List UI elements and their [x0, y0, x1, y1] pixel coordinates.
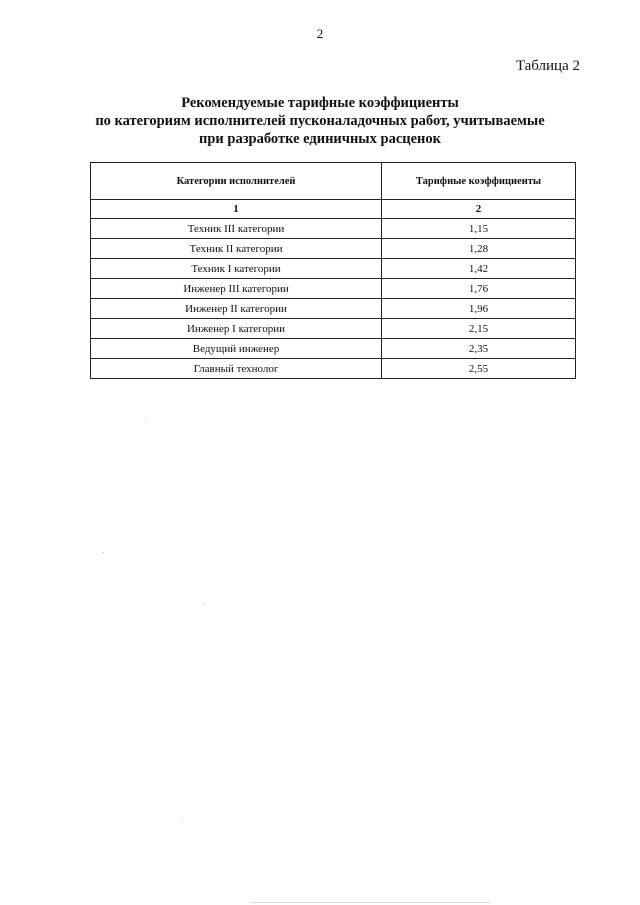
category-cell: Техник I категории [91, 259, 382, 279]
coefficient-cell: 2,35 [382, 339, 576, 359]
category-cell: Инженер I категории [91, 319, 382, 339]
header-category: Категории исполнителей [91, 163, 382, 200]
table-header-row [91, 163, 576, 200]
table-row [91, 279, 576, 299]
table-row [91, 259, 576, 279]
coefficient-cell: 1,76 [382, 279, 576, 299]
table-row [91, 239, 576, 259]
heading-line-2: по категориям исполнителей пусконаладочных работ, учитываемые [95, 113, 545, 129]
coefficient-cell: 2,55 [382, 359, 576, 379]
column-number-1: 1 [91, 200, 382, 219]
scan-speck [203, 604, 204, 605]
table-label: Таблица 2 [515, 58, 580, 74]
page-number: 2 [316, 26, 324, 41]
coefficient-cell: 1,42 [382, 259, 576, 279]
table-row [91, 219, 576, 239]
category-cell: Инженер III категории [91, 279, 382, 299]
table-row [91, 359, 576, 379]
column-number-2: 2 [382, 200, 576, 219]
scan-edge-line [250, 902, 490, 903]
category-cell: Инженер II категории [91, 299, 382, 319]
heading-line-1: Рекомендуемые тарифные коэффициенты [181, 95, 459, 111]
tariff-coefficients-table [90, 162, 576, 379]
category-cell: Ведущий инженер [91, 339, 382, 359]
coefficient-cell: 1,96 [382, 299, 576, 319]
scan-speck [103, 552, 104, 553]
coefficient-cell: 1,15 [382, 219, 576, 239]
table-heading [0, 94, 640, 148]
table-row [91, 299, 576, 319]
table-row [91, 319, 576, 339]
header-coefficient: Тарифные коэффициенты [382, 163, 576, 200]
category-cell: Главный технолог [91, 359, 382, 379]
scan-speck [182, 818, 183, 819]
heading-line-3: при разработке единичных расценок [198, 131, 442, 147]
category-cell: Техник II категории [91, 239, 382, 259]
coefficient-cell: 1,28 [382, 239, 576, 259]
category-cell: Техник III категории [91, 219, 382, 239]
table-row [91, 339, 576, 359]
column-number-row [91, 200, 576, 219]
coefficient-cell: 2,15 [382, 319, 576, 339]
scan-speck [145, 418, 146, 419]
